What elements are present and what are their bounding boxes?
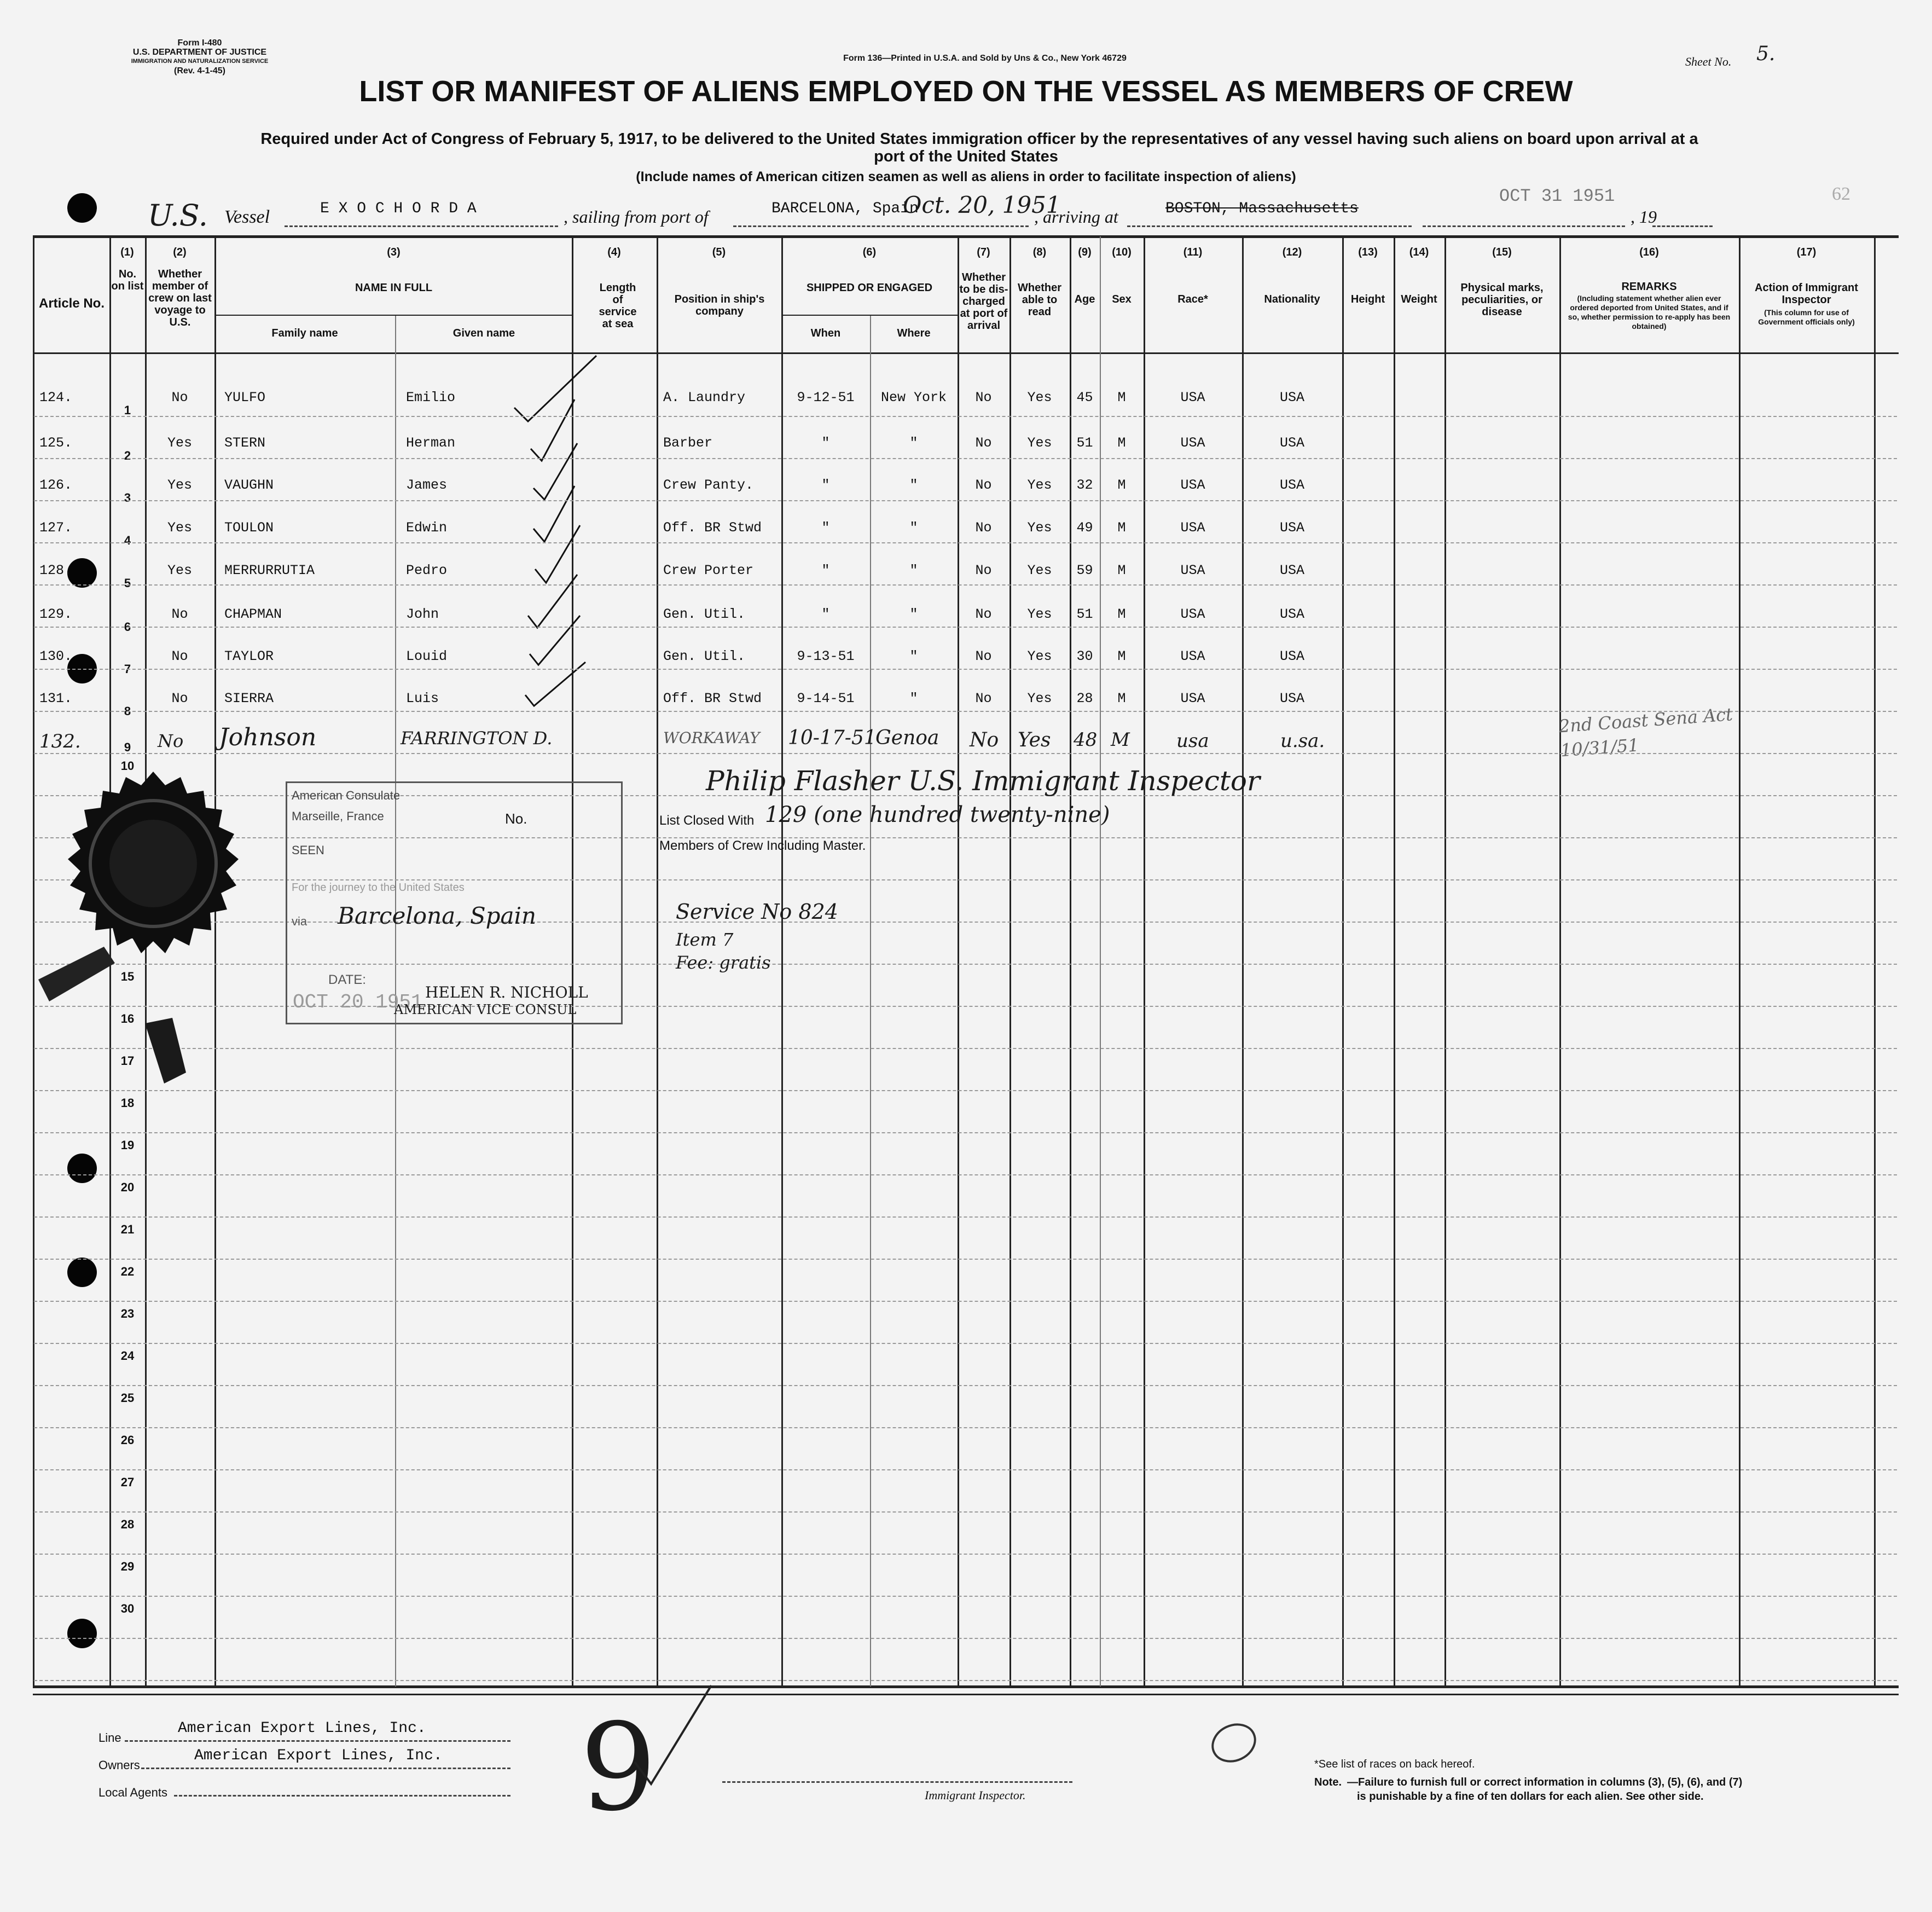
vessel-name: E X O C H O R D A bbox=[320, 200, 477, 217]
consulate-via-label: via bbox=[292, 914, 308, 928]
row-9-last: No bbox=[158, 731, 184, 751]
cell-disch: No bbox=[975, 563, 992, 578]
col-11-number: (11) bbox=[1183, 246, 1203, 258]
cell-age: 32 bbox=[1076, 477, 1093, 493]
punch-hole-icon bbox=[67, 193, 97, 223]
cell-sex: M bbox=[1117, 563, 1126, 578]
col-4-label: Length of service at sea bbox=[599, 282, 637, 330]
line-number: 17 bbox=[120, 1054, 135, 1068]
footer-note-text: —Failure to furnish full or correct information in columns (3), (5), (6), and (7) bbox=[1347, 1776, 1743, 1788]
col-8-number: (8) bbox=[1032, 246, 1047, 258]
row-9-where: Genoa bbox=[875, 727, 939, 749]
col-5-label: Position in ship's company bbox=[674, 293, 765, 317]
cell-when: 9-12-51 bbox=[797, 390, 855, 405]
row-9-nat: u.sa. bbox=[1280, 730, 1325, 752]
page-title: LIST OR MANIFEST OF ALIENS EMPLOYED ON THE VESSEL AS MEMBERS OF CREW bbox=[359, 75, 1573, 108]
col-7-label: Whether to be dis-charged at port of arrival bbox=[959, 271, 1008, 332]
consulate-officer-title: AMERICAN VICE CONSUL bbox=[394, 1002, 577, 1017]
line-number: 16 bbox=[120, 1012, 135, 1025]
line-number: 25 bbox=[120, 1391, 135, 1405]
col-11-label: Race* bbox=[1177, 293, 1208, 305]
subtitle-2: port of the United States bbox=[874, 148, 1058, 165]
seal-icon bbox=[22, 766, 263, 1094]
cell-article: 125. bbox=[39, 435, 73, 451]
printer-line: Form 136—Printed in U.S.A. and Sold by Uns & Co., New York 46729 bbox=[843, 54, 1127, 63]
footer-agents-label: Local Agents bbox=[98, 1786, 167, 1799]
line-number: 22 bbox=[120, 1265, 135, 1278]
cell-position: Crew Porter bbox=[663, 563, 754, 578]
cell-disch: No bbox=[975, 520, 992, 536]
consulate-stamp bbox=[286, 781, 623, 1024]
col-9-label: Age bbox=[1074, 293, 1095, 305]
col-4-number: (4) bbox=[607, 246, 621, 258]
check-mark-icon bbox=[530, 616, 580, 665]
cell-race: USA bbox=[1180, 691, 1205, 706]
table-top-rule bbox=[33, 235, 1899, 238]
service-fee: Fee: gratis bbox=[676, 952, 771, 973]
col-17-label: Action of Immigrant Inspector bbox=[1755, 282, 1858, 306]
row-9-disch: No bbox=[970, 729, 999, 751]
cell-given: Louid bbox=[406, 648, 448, 664]
cell-where: New York bbox=[880, 390, 947, 405]
line-number: 20 bbox=[120, 1180, 135, 1194]
cell-given: Edwin bbox=[406, 520, 448, 536]
cell-when: " bbox=[821, 477, 830, 493]
consulate-officer: HELEN R. NICHOLL bbox=[425, 983, 588, 1001]
cell-last: Yes bbox=[167, 520, 192, 536]
consulate-seen: SEEN bbox=[292, 843, 324, 857]
check-mark-icon bbox=[533, 443, 577, 500]
cell-disch: No bbox=[975, 477, 992, 493]
row-9-no: 9 bbox=[124, 740, 131, 754]
cell-where: " bbox=[909, 520, 918, 536]
hand-circle-mark bbox=[1204, 1713, 1264, 1773]
col-3-number: (3) bbox=[387, 246, 401, 258]
line-number: 29 bbox=[120, 1560, 135, 1573]
year-label: , 19 bbox=[1631, 207, 1657, 227]
cell-nat: USA bbox=[1279, 435, 1304, 451]
cell-family: TAYLOR bbox=[224, 648, 274, 664]
service-no: Service No 824 bbox=[676, 900, 838, 924]
cell-read: Yes bbox=[1027, 520, 1052, 536]
cell-no: 4 bbox=[124, 534, 131, 547]
col-13-number: (13) bbox=[1358, 246, 1378, 258]
subtitle-3: (Include names of American citizen seamen as well as aliens in order to facilitate inspection of aliens) bbox=[636, 169, 1296, 184]
check-mark-icon bbox=[531, 399, 575, 461]
footer-inspector-label: Immigrant Inspector. bbox=[925, 1788, 1026, 1802]
sailing-date: Oct. 20, 1951 bbox=[903, 192, 1061, 218]
cell-when: " bbox=[821, 606, 830, 622]
row-9-article: 132. bbox=[39, 731, 81, 752]
footer-owners-label: Owners bbox=[98, 1758, 140, 1772]
line-number: 10 bbox=[120, 759, 135, 773]
cell-read: Yes bbox=[1027, 691, 1052, 706]
footer-line-value: American Export Lines, Inc. bbox=[178, 1720, 426, 1737]
vessel-label: Vessel bbox=[224, 207, 270, 227]
form-number: Form I-480 bbox=[177, 38, 222, 48]
consulate-no-label: No. bbox=[505, 810, 527, 827]
cell-where: " bbox=[909, 691, 918, 706]
cell-race: USA bbox=[1180, 563, 1205, 578]
cell-disch: No bbox=[975, 606, 992, 622]
cell-position: Off. BR Stwd bbox=[663, 520, 762, 536]
cell-sex: M bbox=[1117, 691, 1126, 706]
arrival-port: BOSTON, Massachusetts bbox=[1165, 200, 1359, 217]
consulate-date-label: DATE: bbox=[328, 972, 366, 987]
col-16-sub: (Including statement whether alien ever ordered deported from United States, and if so, whether permission to re-apply has been obtained) bbox=[1568, 294, 1731, 331]
line-number: 30 bbox=[120, 1602, 135, 1615]
footer-note-text-2: is punishable by a fine of ten dollars for each alien. See other side. bbox=[1357, 1791, 1704, 1803]
row-9-race: usa bbox=[1176, 730, 1209, 752]
cell-disch: No bbox=[975, 691, 992, 706]
cell-when: " bbox=[821, 563, 830, 578]
row-9-given: FARRINGTON D. bbox=[401, 728, 553, 749]
cell-nat: USA bbox=[1279, 563, 1304, 578]
col-17-sub: (This column for use of Government officials only) bbox=[1758, 308, 1855, 326]
cell-no: 3 bbox=[124, 491, 131, 505]
cell-disch: No bbox=[975, 435, 992, 451]
cell-given: Emilio bbox=[406, 390, 456, 405]
cell-position: Crew Panty. bbox=[663, 477, 754, 493]
row-9-age: 48 bbox=[1074, 729, 1098, 751]
cell-race: USA bbox=[1180, 435, 1205, 451]
footer-note-label: Note. bbox=[1314, 1776, 1342, 1788]
cell-given: Pedro bbox=[406, 563, 448, 578]
col-7-number: (7) bbox=[977, 246, 990, 258]
form-id-block bbox=[118, 38, 282, 76]
cell-when: " bbox=[821, 435, 830, 451]
cell-family: YULFO bbox=[224, 390, 266, 405]
cell-no: 6 bbox=[124, 620, 131, 634]
col-10-number: (10) bbox=[1112, 246, 1132, 258]
cell-sex: M bbox=[1117, 477, 1126, 493]
cell-read: Yes bbox=[1027, 390, 1052, 405]
arriving-label: , arriving at bbox=[1034, 207, 1118, 227]
cell-age: 51 bbox=[1076, 435, 1093, 451]
list-closed-count: 129 (one hundred twenty-nine) bbox=[765, 802, 1110, 827]
col-14-number: (14) bbox=[1409, 246, 1429, 258]
cell-sex: M bbox=[1117, 390, 1126, 405]
sheet-label: Sheet No. bbox=[1685, 55, 1732, 68]
cell-article: 126. bbox=[39, 477, 73, 493]
cell-article: 124. bbox=[39, 390, 73, 405]
cell-read: Yes bbox=[1027, 563, 1052, 578]
col-13-label: Height bbox=[1350, 293, 1385, 305]
cell-sex: M bbox=[1117, 520, 1126, 536]
cell-position: Gen. Util. bbox=[663, 648, 746, 664]
footer-hand-mark: 9 bbox=[580, 1697, 657, 1838]
col-15-label: Physical marks, peculiarities, or disease bbox=[1460, 282, 1544, 318]
check-marks bbox=[503, 345, 629, 739]
cell-sex: M bbox=[1117, 648, 1126, 664]
col-16-label: REMARKS bbox=[1621, 281, 1677, 293]
col-1-label: No. on list bbox=[111, 268, 144, 292]
check-mark-icon bbox=[535, 525, 580, 583]
col-12-number: (12) bbox=[1282, 246, 1302, 258]
footer-line-label: Line bbox=[98, 1731, 121, 1745]
cell-last: No bbox=[171, 390, 188, 405]
col-12-label: Nationality bbox=[1264, 293, 1320, 305]
cell-when: 9-13-51 bbox=[797, 648, 855, 664]
cell-article: 129. bbox=[39, 606, 73, 622]
header-bottom-rule bbox=[33, 352, 1899, 354]
cell-article: 131. bbox=[39, 691, 73, 706]
cell-race: USA bbox=[1180, 606, 1205, 622]
cell-where: " bbox=[909, 606, 918, 622]
cell-race: USA bbox=[1180, 648, 1205, 664]
col-2-label: Whether member of crew on last voyage to U.S. bbox=[148, 268, 212, 328]
consulate-via-value: Barcelona, Spain bbox=[338, 902, 537, 929]
cell-last: Yes bbox=[167, 477, 192, 493]
sailing-label: , sailing from port of bbox=[564, 207, 709, 227]
cell-last: No bbox=[171, 648, 188, 664]
cell-given: Herman bbox=[406, 435, 456, 451]
punch-hole-icon bbox=[67, 1619, 97, 1648]
service-item: Item 7 bbox=[676, 929, 734, 950]
cell-nat: USA bbox=[1279, 520, 1304, 536]
footer-owners-value: American Export Lines, Inc. bbox=[194, 1747, 443, 1764]
col-9-number: (9) bbox=[1078, 246, 1092, 258]
consulate-line-2: Marseille, France bbox=[292, 809, 384, 823]
vessel-prefix: U.S. bbox=[148, 198, 208, 233]
col-17-number: (17) bbox=[1796, 246, 1817, 258]
col-14-label: Weight bbox=[1401, 293, 1437, 305]
cell-article: 127. bbox=[39, 520, 73, 536]
col-5-number: (5) bbox=[712, 246, 726, 258]
consulate-journey: For the journey to the United States bbox=[292, 882, 465, 894]
col-article-label: Article No. bbox=[38, 296, 105, 311]
cell-sex: M bbox=[1117, 435, 1126, 451]
cell-last: No bbox=[171, 691, 188, 706]
col-8-label: Whether able to read bbox=[1018, 282, 1061, 318]
cell-family: SIERRA bbox=[224, 691, 274, 706]
form-dept: U.S. DEPARTMENT OF JUSTICE bbox=[132, 48, 267, 57]
cell-when: 9-14-51 bbox=[797, 691, 855, 706]
line-number: 18 bbox=[120, 1096, 135, 1110]
col-3-given: Given name bbox=[452, 327, 515, 339]
cell-nat: USA bbox=[1279, 477, 1304, 493]
cell-age: 28 bbox=[1076, 691, 1093, 706]
table-bottom-rule bbox=[33, 1685, 1899, 1688]
cell-age: 59 bbox=[1076, 563, 1093, 578]
col-1-number: (1) bbox=[120, 246, 134, 258]
cell-position: Gen. Util. bbox=[663, 606, 746, 622]
check-mark-icon bbox=[528, 575, 577, 628]
cell-read: Yes bbox=[1027, 648, 1052, 664]
col-16-number: (16) bbox=[1639, 246, 1659, 258]
check-mark-icon bbox=[629, 1680, 717, 1789]
cell-where: " bbox=[909, 477, 918, 493]
cell-position: Off. BR Stwd bbox=[663, 691, 762, 706]
inspector-signature: Philip Flasher U.S. Immigrant Inspector bbox=[706, 765, 1260, 797]
cell-age: 30 bbox=[1076, 648, 1093, 664]
punch-hole-icon bbox=[67, 1258, 97, 1287]
cell-no: 1 bbox=[124, 403, 131, 417]
cell-article: 128. bbox=[39, 563, 73, 578]
cell-nat: USA bbox=[1279, 648, 1304, 664]
row-9-sex: M bbox=[1111, 729, 1130, 751]
footer-races-note: *See list of races on back hereof. bbox=[1314, 1758, 1475, 1770]
line-number: 23 bbox=[120, 1307, 135, 1320]
row-9-read: Yes bbox=[1018, 729, 1051, 751]
cell-family: CHAPMAN bbox=[224, 606, 282, 622]
cell-last: No bbox=[171, 606, 188, 622]
cell-family: VAUGHN bbox=[224, 477, 274, 493]
cell-read: Yes bbox=[1027, 435, 1052, 451]
line-number: 21 bbox=[120, 1222, 135, 1236]
cell-read: Yes bbox=[1027, 606, 1052, 622]
cell-disch: No bbox=[975, 390, 992, 405]
cell-article: 130. bbox=[39, 648, 73, 664]
cell-given: John bbox=[406, 606, 439, 622]
col-3-family: Family name bbox=[271, 327, 338, 339]
cell-read: Yes bbox=[1027, 477, 1052, 493]
form-rev: (Rev. 4-1-45) bbox=[174, 66, 225, 76]
line-number: 24 bbox=[120, 1349, 135, 1363]
cell-family: MERRURRUTIA bbox=[224, 563, 315, 578]
cell-where: " bbox=[909, 435, 918, 451]
cell-no: 7 bbox=[124, 662, 131, 676]
cell-no: 2 bbox=[124, 449, 131, 462]
col-6-label: SHIPPED OR ENGAGED bbox=[806, 282, 933, 294]
cell-race: USA bbox=[1180, 477, 1205, 493]
form-service: IMMIGRATION AND NATURALIZATION SERVICE bbox=[131, 58, 269, 65]
sheet-number: 5. bbox=[1756, 43, 1776, 65]
col-2-number: (2) bbox=[173, 246, 187, 258]
col-15-number: (15) bbox=[1492, 246, 1512, 258]
cell-disch: No bbox=[975, 648, 992, 664]
cell-race: USA bbox=[1180, 520, 1205, 536]
line-number: 27 bbox=[120, 1475, 135, 1489]
cell-nat: USA bbox=[1279, 390, 1304, 405]
line-number: 19 bbox=[120, 1138, 135, 1152]
cell-family: TOULON bbox=[224, 520, 274, 536]
row-9-family: Johnson bbox=[219, 723, 317, 751]
subtitle-1: Required under Act of Congress of February 5, 1917, to be delivered to the United States immigration officer by the representatives of any vessel having such aliens on board upon arrival at a bbox=[260, 130, 1698, 148]
cell-nat: USA bbox=[1279, 691, 1304, 706]
line-number: 15 bbox=[120, 970, 135, 983]
check-mark-icon bbox=[514, 356, 596, 421]
cell-given: James bbox=[406, 477, 448, 493]
cell-age: 45 bbox=[1076, 390, 1093, 405]
cell-last: Yes bbox=[167, 563, 192, 578]
cell-nat: USA bbox=[1279, 606, 1304, 622]
cell-position: A. Laundry bbox=[663, 390, 746, 405]
col-10-label: Sex bbox=[1112, 293, 1132, 305]
col-6-where: Where bbox=[897, 327, 931, 339]
cell-race: USA bbox=[1180, 390, 1205, 405]
line-number: 26 bbox=[120, 1433, 135, 1447]
col-6-number: (6) bbox=[862, 246, 877, 258]
consulate-date-value: OCT 20 1951 bbox=[293, 991, 423, 1013]
punch-hole-icon bbox=[67, 1154, 97, 1183]
arrival-stamp: OCT 31 1951 bbox=[1499, 186, 1615, 206]
cell-age: 51 bbox=[1076, 606, 1093, 622]
page-mark: 62 bbox=[1832, 184, 1850, 204]
port: BARCELONA, Spain bbox=[771, 200, 919, 217]
col-6-when: When bbox=[810, 327, 841, 339]
col-3-label: NAME IN FULL bbox=[355, 282, 433, 294]
cell-age: 49 bbox=[1076, 520, 1093, 536]
row-9-position: WORKAWAY bbox=[663, 729, 760, 747]
cell-position: Barber bbox=[663, 435, 713, 451]
cell-where: " bbox=[909, 648, 918, 664]
line-number: 28 bbox=[120, 1517, 135, 1531]
row-9-remarks: 2nd Coast Sena Act 10/31/51 bbox=[1558, 704, 1734, 761]
row-9-when: 10-17-51 bbox=[788, 727, 877, 749]
cell-no: 5 bbox=[124, 576, 131, 590]
cell-where: " bbox=[909, 563, 918, 578]
list-closed-label-2: Members of Crew Including Master. bbox=[659, 838, 866, 853]
cell-when: " bbox=[821, 520, 830, 536]
list-closed-label: List Closed With bbox=[659, 813, 755, 828]
cell-no: 8 bbox=[124, 704, 131, 718]
cell-family: STERN bbox=[224, 435, 266, 451]
cell-sex: M bbox=[1117, 606, 1126, 622]
consulate-line-1: American Consulate bbox=[292, 789, 401, 802]
cell-given: Luis bbox=[406, 691, 439, 706]
cell-last: Yes bbox=[167, 435, 192, 451]
